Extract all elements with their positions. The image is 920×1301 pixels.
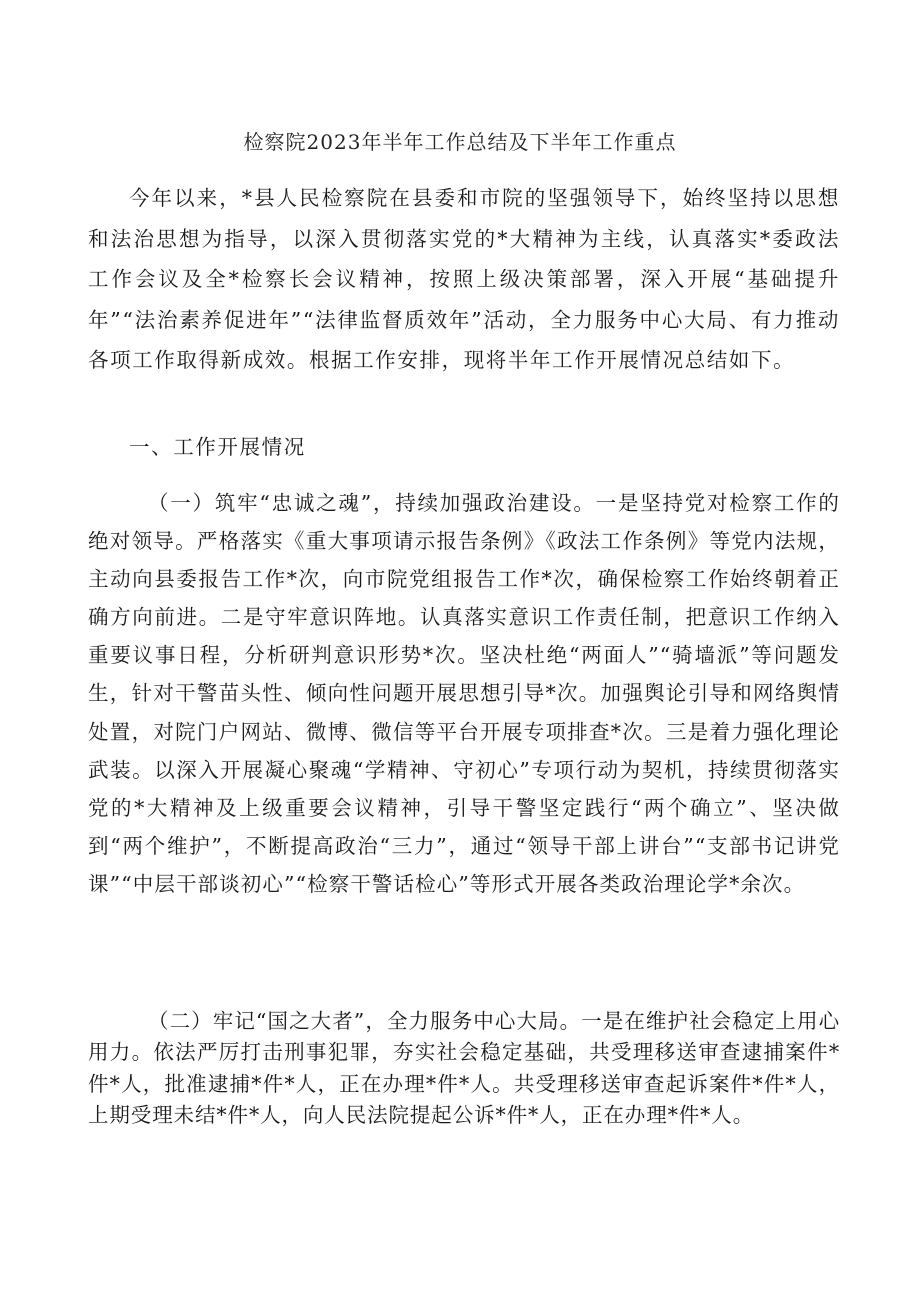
document-title: 检察院2023年半年工作总结及下半年工作重点 (243, 130, 677, 154)
subsection-1-paragraph: （一）筑牢“忠诚之魂”，持续加强政治建设。一是坚持党对检察工作的绝对领导。严格落实《重大事项请示报告条例》《政法工作条例》等党内法规，主动向县委报告工作*次，向市院党组报告工作*次，确保检察工作始终朝着正确方向前进。二是守牢意识阵地。认真落实意识工作责任制，把意识工作纳入重要议事日程，分析研判意识形势*次。坚决杜绝“两面人”“骑墙派”等问题发生，针对干警苗头性、倾向性问题开展思想引导*次。加强舆论引导和网络舆情处置，对院门户网站、微博、微信等平台开展专项排查*次。三是着力强化理论武装。以深入开展凝心聚魂“学精神、守初心”专项行动为契机，持续贯彻落实党的*大精神及上级重要会议精神，引导干警坚定践行“两个确立”、坚决做到“两个维护”，不断提高政治“三力”，通过“领导干部上讲台”“支部书记讲党课”“中层干部谈初心”“检察干警话检心”等形式开展各类政治理论学*余次。 (88, 491, 840, 896)
intro-paragraph: 今年以来，*县人民检察院在县委和市院的坚强领导下，始终坚持以思想和法治思想为指导，以深入贯彻落实党的*大精神为主线，认真落实*委政法工作会议及全*检察长会议精神，按照上级决策部署，深入开展“基础提升年”“法治素养促进年”“法律监督质效年”活动，全力服务中心大局、有力推动各项工作取得新成效。根据工作安排，现将半年工作开展情况总结如下。 (88, 186, 840, 373)
section-heading: 一、工作开展情况 (129, 435, 306, 459)
subsection-2-paragraph: （二）牢记“国之大者”，全力服务中心大局。一是在维护社会稳定上用心用力。依法严厉打击刑事犯罪，夯实社会稳定基础，共受理移送审查逮捕案件*件*人，批准逮捕*件*人，正在办理*件*人。共受理移送审查起诉案件*件*人，上期受理未结*件*人，向人民法院提起公诉*件*人，正在办理*件*人。 (88, 1009, 840, 1128)
